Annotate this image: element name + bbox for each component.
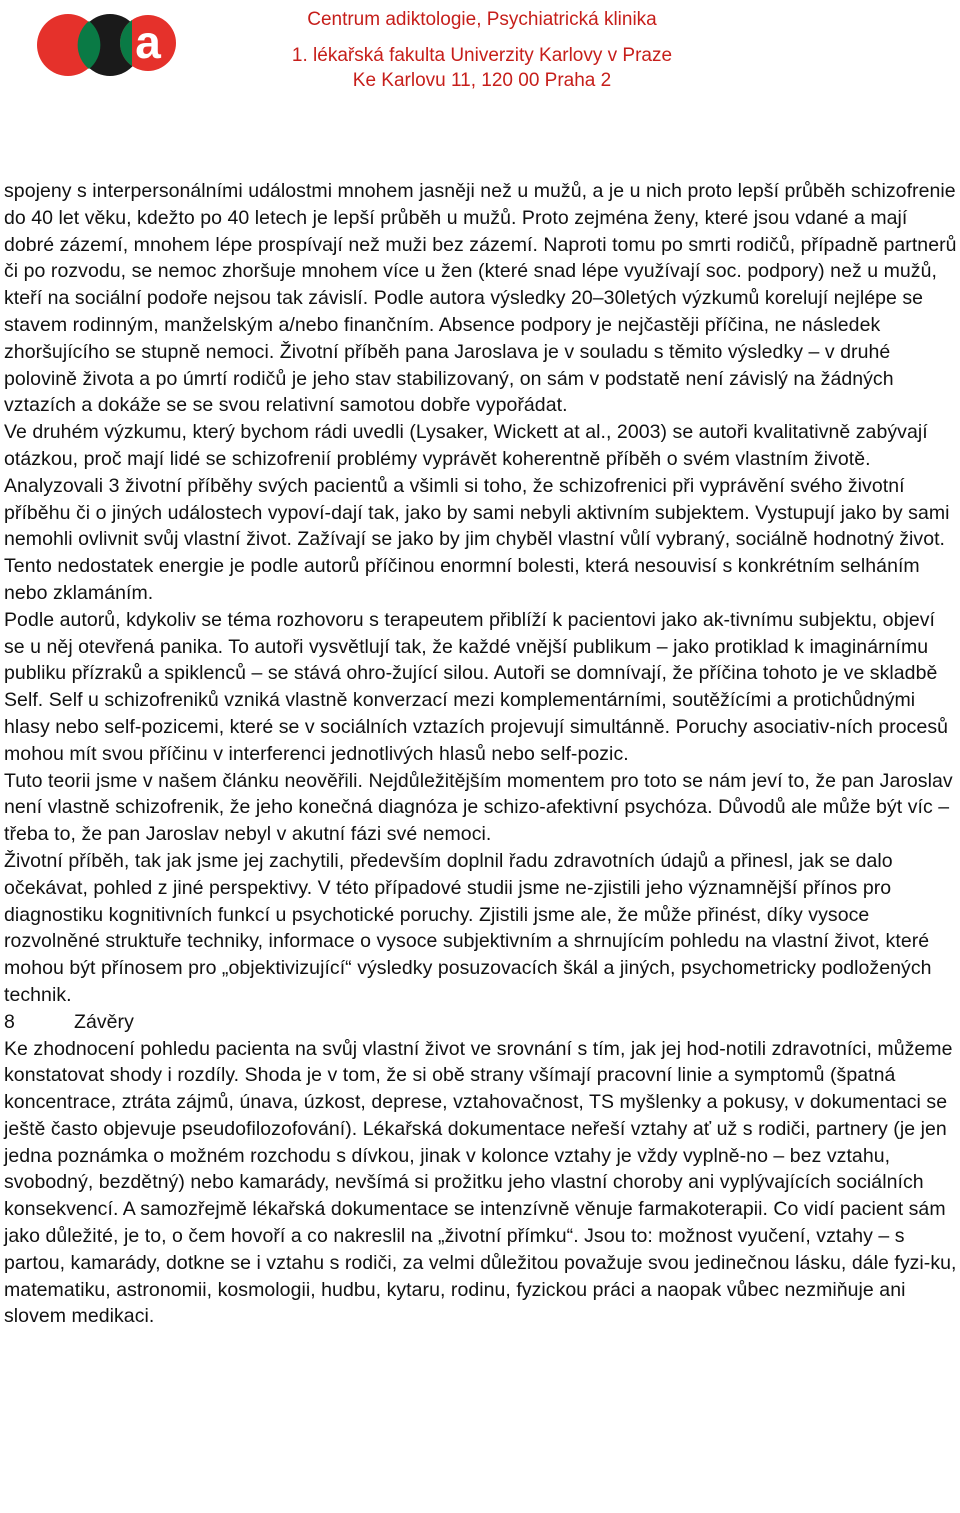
paragraph-3: Podle autorů, kdykoliv se téma rozhovoru s terapeutem přiblíží k pacientovi jako ak-tivnímu subjektu, objeví se u něj otevřená panika. To autoři vysvětlují tak, že každé vnější publikum – jako protiklad k imaginárnímu publiku přízraků a spiklenců – se stává ohro-žující silou. Autoři se domnívají, že příčina tohoto je ve skladbě Self. Self u schizofreniků vzniká vlastně konverzací mezi komplementárními, soutěžícími a protichůdnými hlasy nebo self-pozicemi, které se v sociálních vztazích projevují simultánně. Poruchy asociativ-ních procesů mohou mít svou příčinu v interferenci jednotlivých hlasů nebo self-pozic. <box>4 608 949 765</box>
section-number: 8 <box>4 1010 15 1033</box>
section-title: Závěry <box>74 1010 134 1033</box>
paragraph-5: Životní příběh, tak jak jsme jej zachytili, především doplnil řadu zdravotních údajů a přinesl, jak se dalo očekávat, pohled z jiné perspektivy. V této případové studii jsme ne-zjistili jeho významnější přínos pro diagnostiku kognitivních funkcí u psychotické poruchy. Zjistili jsme ale, že může přinést, díky vysoce rozvolněné struktuře techniky, informace o vysoce subjektivním a shrnujícím pohledu na vlastní život, které mohou být přínosem pro „objektivizující“ výsledky posuzovacích škál a jiných, psychometricky podložených technik. <box>4 849 932 1006</box>
paragraph-4: Tuto teorii jsme v našem článku neověřili. Nejdůležitějším momentem pro toto se nám jeví to, že pan Jaroslav není vlastně schizofrenik, že jeho konečná diagnóza je schizo-afektivní psychóza. Důvodů ale může být víc – třeba to, že pan Jaroslav nebyl v akutní fázi své nemoci. <box>4 769 953 846</box>
paragraph-6: Ke zhodnocení pohledu pacienta na svůj vlastní život ve srovnání s tím, jak jej hod-notili zdravotníci, můžeme konstatovat shody i rozdíly. Shoda je v tom, že si obě strany všímají pracovní linie a symptomů (špatná koncentrace, ztráta zájmů, únava, úzkost, deprese, vztahovačnost, TS myšlenky a pokusy, v dokumentaci se ještě často objevuje pseudofilozofování). Lékařská dokumentace neřeší vztahy ať už s rodiči, partnery (je jen jedna poznámka o možném rozchodu s dívkou, jinak v kolonce vztahy je vždy vyplně-no – bez vztahu, svobodný, bezdětný) nebo kamarády, nevšímá si prožitku jeho vlastní choroby ani vyplývajících sociálních konsekvencí. A samozřejmě lékařská dokumentace se intenzívně věnuje farmakoterapii. Co vidí pacient sám jako důležité, je to, o čem hovoří a co nakreslil na „životní přímku“. Jsou to: možnost vyučení, vztahy – s partou, kamarády, dotkne se i vztahu s rodiči, za velmi důležitou považuje svou jedinečnou lásku, dále fyzi-ku, matematiku, astronomii, kosmologii, hudbu, kytaru, rodinu, fyzickou práci a naopak vůbec nezmiňuje ani slovem medikaci. <box>4 1037 957 1328</box>
header-institute: Centrum adiktologie, Psychiatrická klinika <box>307 9 657 30</box>
section-heading <box>4 1009 960 1036</box>
paragraph-2: Ve druhém výzkumu, který bychom rádi uvedli (Lysaker, Wickett at al., 2003) se autoři kvalitativně zabývají otázkou, proč mají lidé se schizofrenií problémy vyprávět koherentně příběh o svém vlastním životě. Analyzovali 3 životní příběhy svých pacientů a všimli si toho, že schizofrenici při vyprávění svého životní příběhu či o jiných událostech vypoví-dají tak, jako by sami nebyli aktivním subjektem. Vystupují jako by sami nemohli ovlivnit svůj vlastní život. Zažívají se jako by jim chyběl vlastní vůlí vybraný, sociálně hodnotný život. Tento nedostatek energie je podle autorů příčinou enormní bolesti, která nesouvisí s konkrétním selháním nebo zklamáním. <box>4 421 950 604</box>
cea-logo <box>36 8 176 78</box>
svg-text:a: a <box>135 16 161 68</box>
paragraph-1: spojeny s interpersonálními událostmi mnohem jasněji než u mužů, a je u nich proto lepší průběh schizofrenie do 40 let věku, kdežto po 40 letech je lepší průběh u mužů. Proto zejména ženy, které jsou vdané a mají dobré zázemí, mnohem lépe prospívají než muži bez zázemí. Naproti tomu po smrti rodičů, případně partnerů či po rozvodu, se nemoc zhoršuje mnohem více u žen (které snad lépe využívají soc. podpory) než u mužů, kteří na sociální podoře nejsou tak závislí. Podle autora výsledky 20–30letých výzkumů korelují nejlépe se stavem rodinným, manželským a/nebo finančním. Absence podpory je nejčastěji příčina, ne následek zhoršujícího se stupně nemoci. Životní příběh pana Jaroslava je v souladu s těmito výsledky – v druhé polovině života a po úmrtí rodičů je jeho stav stabilizovaný, on sám v podstatě není závislý na žádných vztazích a dokáže se se svou relativní samotou dobře vypořádat. <box>4 180 957 417</box>
header-faculty: 1. lékařská fakulta Univerzity Karlovy v Praze <box>291 45 673 66</box>
page-header <box>0 0 960 120</box>
document-body <box>4 178 960 1330</box>
header-address: Ke Karlovu 11, 120 00 Praha 2 <box>352 70 612 91</box>
